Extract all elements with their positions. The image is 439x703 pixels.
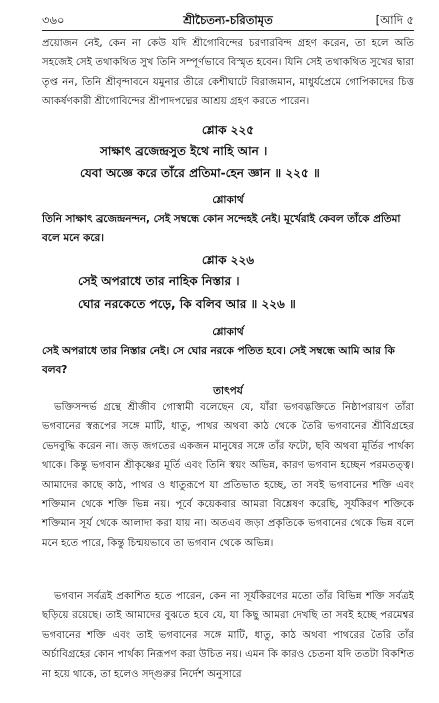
verse-225-heading: শ্লোক ২২৫ (201, 123, 255, 137)
chapter-label: [আদি ৫ (375, 13, 414, 27)
verse-226-line-1: সেই অপরাধে তার নাহিক নিস্তার । (78, 274, 240, 288)
page-number: ৩৬০ (42, 13, 65, 27)
header-rule (42, 30, 414, 31)
verse-226-line-2: ঘোর নরকেতে পড়ে, কি বলিব আর ॥ ২২৬ ॥ (78, 297, 296, 311)
purport-paragraph-2: ভগবান সর্বত্রই প্রকাশিত হতে পারেন, কেন না সূর্যকিরণের মতো তাঁর বিভিন্ন শক্তি সর্বত্রই ছড়িয়ে রয়েছে। তাই আমাদের বুঝতে হবে যে, যা কিছু আমরা দেখছি তা সবই হচ্ছে পরমেশ্বর ভগবানের শক্তি এবং তাই ভগবানের সঙ্গে মাটি, ধাতু, কাঠ অথবা পাথরের তৈরি তাঁর অর্চাবিগ্রহের কোন পার্থক্য নিরূপণ করা উচিত নয়। এমন কি কারও চেতনা যদি ততটা বিকশিত না হয়ে থাকে, তা হলেও সদ্গুরুর নির্দেশ অনুসারে (42, 591, 414, 680)
verse-226-heading: শ্লোক ২২৬ (201, 253, 255, 267)
verse-226-translation: সেই অপরাধে তার নিস্তার নেই। সে ঘোর নরকে পতিত হবে। সেই সম্বন্ধে আমি আর কি বলব? (42, 345, 395, 376)
verse-225-line-1: সাক্ষাৎ ব্রজেন্দ্রসুত ইথে নাহি আন । (100, 144, 268, 158)
intro-paragraph: প্রয়োজন নেই, কেন না কেউ যদি শ্রীগোবিন্দের চরণারবিন্দ গ্রহণ করেন, তা হলে অতি সহজেই সেই তথাকথিত সুখ তিনি সম্পূর্ণভাবে বিস্মৃত হবেন। যিনি সেই তথাকথিত সুখের দ্বারা তৃপ্ত নন, তিনি শ্রীবৃন্দাবনে যমুনার তীরে কেশীঘাটে বিরাজমান, মাধুর্যপ্রেমে গোপিকাদের চিত্ত আকর্ষণকারী শ্রীগোবিন্দের শ্রীপাদপদ্মের আশ্রয় গ্রহণ করতে পারেন। (42, 38, 414, 108)
purport-paragraph-1: ভক্তিসন্দর্ভ গ্রন্থে শ্রীজীব গোস্বামী বলেছেন যে, যাঁরা ভগবদ্ভক্তিতে নিষ্ঠাপরায়ণ তাঁরা ভগবানের স্বরূপের সঙ্গে মাটি, ধাতু, পাথর অথবা কাঠ থেকে তৈরি ভগবানের শ্রীবিগ্রহের ভেদবুদ্ধি করেন না। জড় জগতের একজন মানুষের সঙ্গে তাঁর ফটো, ছবি অথবা মূর্তির পার্থক্য থাকে। কিন্তু ভগবান শ্রীকৃষ্ণের মূর্তি এবং তিনি স্বয়ং অভিন্ন, কারণ ভগবান হচ্ছেন পরমতত্ত্ব। আমাদের কাছে কাঠ, পাথর ও ধাতুরূপে যা প্রতিভাত হচ্ছে, তা সবই ভগবানের শক্তি এবং শক্তিমান থেকে শক্তি ভিন্ন নয়। পূর্বে কয়েকবার আমরা বিশ্লেষণ করেছি, সূর্যকিরণ শক্তিকে শক্তিমান সূর্য থেকে আলাদা করা যায় না। অতএব জড়া প্রকৃতিকে ভগবানের থেকে ভিন্ন বলে মনে হতে পারে, কিন্তু চিন্ময়ভাবে তা ভগবান থেকে অভিন্ন। (42, 402, 414, 549)
verse-225-translation-heading: শ্লোকার্থ (212, 194, 244, 206)
page-header (42, 10, 414, 30)
book-title: শ্রীচৈতন্য-চরিতামৃত (183, 13, 273, 27)
verse-225-line-2: যেবা অজ্ঞে করে তাঁরে প্রতিমা-হেন জ্ঞান ॥ ২২৫ ॥ (80, 166, 320, 180)
verse-226-translation-heading: শ্লোকার্থ (212, 326, 244, 338)
purport-heading: তাৎপর্য (213, 385, 243, 397)
verse-225-translation: তিনি সাক্ষাৎ ব্রজেন্দ্রনন্দন, সেই সম্বন্ধে কোন সন্দেহই নেই। মূর্খেরাই কেবল তাঁকে প্রতিমা বলে মনে করে। (42, 213, 401, 244)
